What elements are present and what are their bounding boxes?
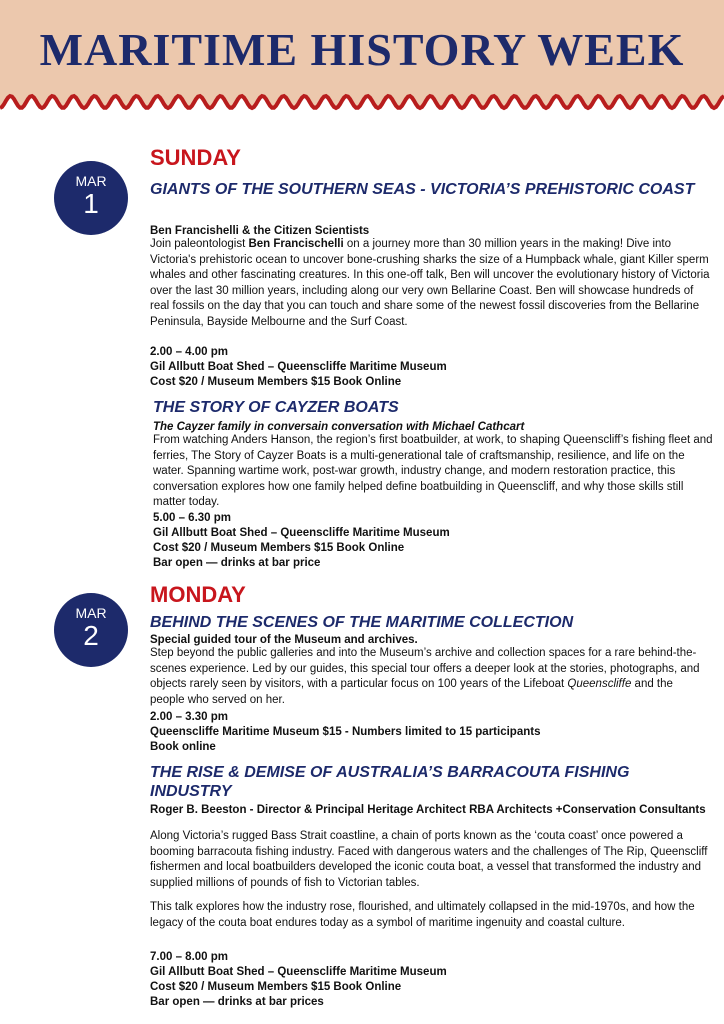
event-details <box>153 511 713 571</box>
event-extra: Bar open — drinks at bar prices <box>150 996 324 1008</box>
event-description: Join paleontologist Ben Francischelli on a journey more than 30 million years in the making! Dive into Victoria's prehistoric ocean to uncover bone-crushing sharks the size of a Humpback whale, giant Killer sperm whales and other fascinating creatures. In this one-off talk, Ben will uncover the evolutionary history of Victoria over the last 30 million years, including along our very own Bellarine Coast. Ben will showcase hundreds of real fossils on the day that you can touch and share some of the newest fossil discoveries from the Bellarine Peninsula, Bayside Melbourne and the Surf Coast. <box>150 238 710 328</box>
event-cost: Book online <box>150 741 216 753</box>
event-presenter: The Cayzer family in conversain conversation with Michael Cathcart <box>153 421 525 433</box>
event-title: THE RISE & DEMISE OF AUSTRALIA’S BARRACOUTA FISHING INDUSTRY <box>150 764 630 800</box>
event-venue: Queenscliffe Maritime Museum $15 - Numbers limited to 15 participants <box>150 726 541 738</box>
event-venue: Gil Allbutt Boat Shed – Queenscliffe Maritime Museum <box>153 527 450 539</box>
event-venue: Gil Allbutt Boat Shed – Queenscliffe Maritime Museum <box>150 361 447 373</box>
wave-border <box>0 90 724 120</box>
event-description: Step beyond the public galleries and into the Museum’s archive and collection spaces for a rare behind-the-scenes experience. Led by our guides, this special tour offers a deeper look at the stories, photographs, and objects rarely seen by visitors, with a particular focus on 100 years of the Lifeboat Queenscliffe and the people who served on her. <box>150 647 700 706</box>
event-extra: Bar open — drinks at bar price <box>153 557 321 569</box>
date-day: 1 <box>83 188 99 219</box>
date-month: MAR <box>75 605 107 621</box>
event-cost: Cost $20 / Museum Members $15 Book Online <box>150 981 402 993</box>
event-description-continued: This talk explores how the industry rose, flourished, and ultimately collapsed in the mid-1970s, and how the legacy of the couta boat endures today as a symbol of maritime ingenuity and coastal culture. <box>150 901 695 929</box>
event-details <box>150 710 710 755</box>
date-month: MAR <box>75 173 107 189</box>
event-description: From watching Anders Hanson, the region’s first boatbuilder, at work, to shaping Queenscliff’s fishing fleet and ferries, The Story of Cayzer Boats is a multi-generational tale of craftsmanship, resilience, and life on the water. Spanning wartime work, post-war growth, industry change, and modern restoration practice, this conversation explores how one family helped define boatbuilding in Queenscliff, and why those skills still matter today. <box>153 434 713 508</box>
event-details <box>150 950 710 1010</box>
event-details <box>150 345 710 390</box>
event-description: Along Victoria’s rugged Bass Strait coastline, a chain of ports known as the ‘couta coast’ once powered a booming barracouta fishing industry. Faced with dangerous waters and the challenges of The Rip, Queenscliff fishermen and local boatbuilders developed the iconic couta boat, a vessel that transformed the industry and supplied millions of pounds of fish to Victorian tables. <box>150 830 708 889</box>
event-title: BEHIND THE SCENES OF THE MARITIME COLLECTION <box>150 614 574 631</box>
event-title: THE STORY OF CAYZER BOATS <box>153 399 399 416</box>
page-title: MARITIME HISTORY WEEK <box>39 24 685 75</box>
date-day: 2 <box>83 620 99 651</box>
event-time: 7.00 – 8.00 pm <box>150 951 228 963</box>
day-heading-monday: MONDAY <box>150 582 246 607</box>
event-cost: Cost $20 / Museum Members $15 Book Online <box>153 542 405 554</box>
event-time: 2.00 – 3.30 pm <box>150 711 228 723</box>
event-venue: Gil Allbutt Boat Shed – Queenscliffe Maritime Museum <box>150 966 447 978</box>
event-presenter: Special guided tour of the Museum and archives. <box>150 634 418 646</box>
event-presenter: Roger B. Beeston - Director & Principal Heritage Architect RBA Architects +Conservation Consultants <box>150 804 706 816</box>
event-time: 5.00 – 6.30 pm <box>153 512 231 524</box>
event-time: 2.00 – 4.00 pm <box>150 346 228 358</box>
date-badge-sunday <box>54 161 128 235</box>
event-presenter: Ben Francishelli & the Citizen Scientists <box>150 225 370 237</box>
date-badge-monday <box>54 593 128 667</box>
event-title: GIANTS OF THE SOUTHERN SEAS - VICTORIA’S PREHISTORIC COAST <box>150 181 695 198</box>
event-cost: Cost $20 / Museum Members $15 Book Online <box>150 376 402 388</box>
day-heading-sunday: SUNDAY <box>150 145 241 170</box>
